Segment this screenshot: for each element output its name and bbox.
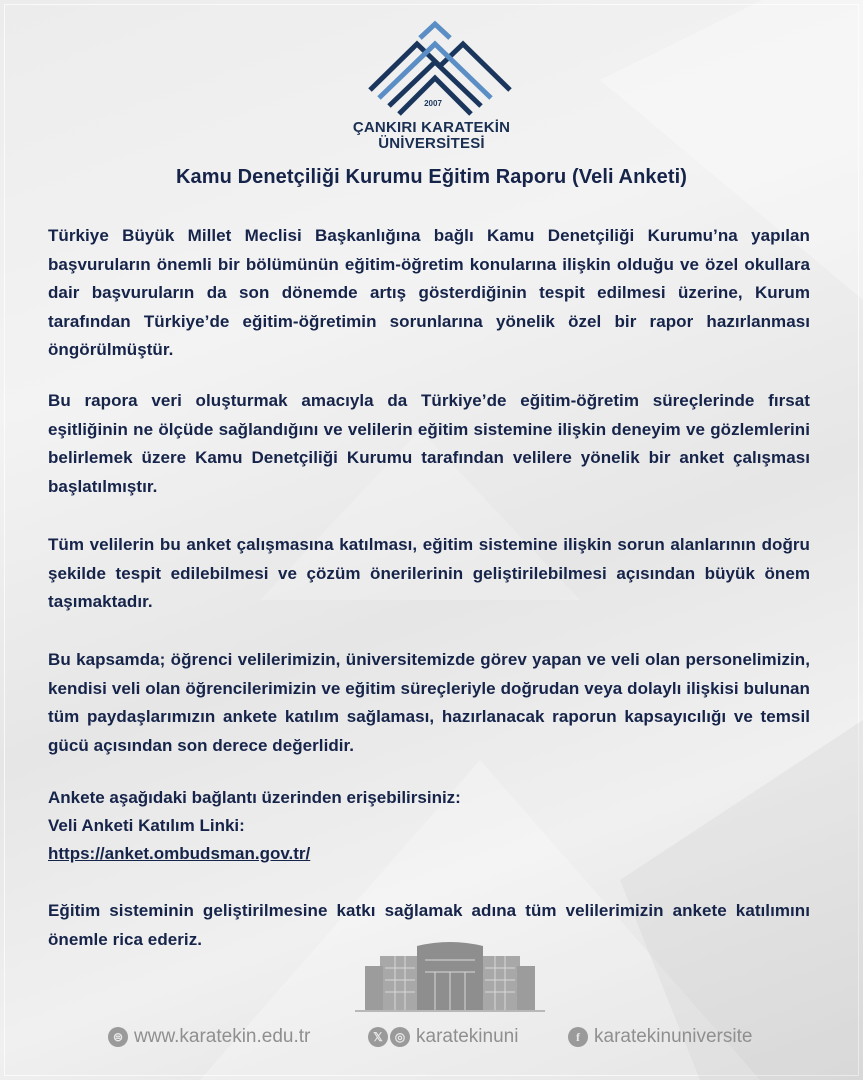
social-handle-text: karatekinuni <box>416 1026 519 1047</box>
paragraph-2: Bu rapora veri oluşturmak amacıyla da Türkiye’de eğitim-öğretim süreçlerinde fırsat eşitliğinin ne ölçüde sağlandığını ve velilerin eğitim sistemine ilişkin deneyim ve gözlemlerini belirlemek üzere Kamu Denetçiliği Kurumu tarafından velilere yönelik bir anket çalışması başlatılmıştır. <box>48 391 810 496</box>
survey-link[interactable]: https://anket.ombudsman.gov.tr/ <box>48 844 311 863</box>
university-logo <box>365 20 515 120</box>
paragraph-3: Tüm velilerin bu anket çalışmasına katılması, eğitim sistemine ilişkin sorun alanlarının doğru şekilde tespit edilebilmesi ve çözüm önerilerinin geliştirilebilmesi açısından büyük önem taşımaktadır. <box>48 535 810 611</box>
footer-facebook[interactable] <box>568 1024 752 1050</box>
footer-social[interactable] <box>368 1024 518 1050</box>
university-name-line2: ÜNİVERSİTESİ <box>378 135 485 152</box>
footer-website[interactable] <box>108 1024 310 1050</box>
university-name-line1: ÇANKIRI KARATEKİN <box>352 119 511 136</box>
campus-building-illustration <box>355 936 545 1016</box>
website-text: www.karatekin.edu.tr <box>134 1026 311 1047</box>
paragraph-4: Bu kapsamda; öğrenci velilerimizin, üniversitemizde görev yapan ve veli olan personelimizin, kendisi veli olan öğrencilerimizin ve eğitim süreçleriyle doğrudan veya dolaylı ilişkisi bulunan tüm paydaşlarımızın ankete katılım sağlaması, hazırlanacak raporun kapsayıcılığı ve temsil gücü açısından son derece değerlidir. <box>48 650 810 755</box>
facebook-icon: f <box>568 1027 588 1047</box>
access-intro: Ankete aşağıdaki bağlantı üzerinden erişebilirsiniz: <box>48 788 461 807</box>
document-title: Kamu Denetçiliği Kurumu Eğitim Raporu (Veli Anketi) <box>175 166 688 188</box>
globe-icon: ⊜ <box>108 1027 128 1047</box>
facebook-text: karatekinuniversite <box>594 1026 753 1047</box>
x-twitter-icon: 𝕏 <box>368 1027 388 1047</box>
access-link-label: Veli Anketi Katılım Linki: <box>48 816 245 835</box>
instagram-icon: ◎ <box>390 1027 410 1047</box>
logo-year: 2007 <box>424 99 442 108</box>
closing-paragraph: Eğitim sisteminin geliştirilmesine katkı sağlamak adına tüm velilerimizin ankete katılımını önemle rica ederiz. <box>48 901 810 949</box>
paragraph-1: Türkiye Büyük Millet Meclisi Başkanlığına bağlı Kamu Denetçiliği Kurumu’na yapılan başvuruların önemli bir bölümünün eğitim-öğretim konularına ilişkin olduğu ve özel okullara dair başvuruların da son dönemde artış gösterdiğinin tespit edilmesi üzerine, Kurum tarafından Türkiye’de eğitim-öğretimin sorunlarına yönelik özel bir rapor hazırlanması öngörülmüştür. <box>48 226 810 359</box>
logo-chevron-top <box>420 24 450 38</box>
